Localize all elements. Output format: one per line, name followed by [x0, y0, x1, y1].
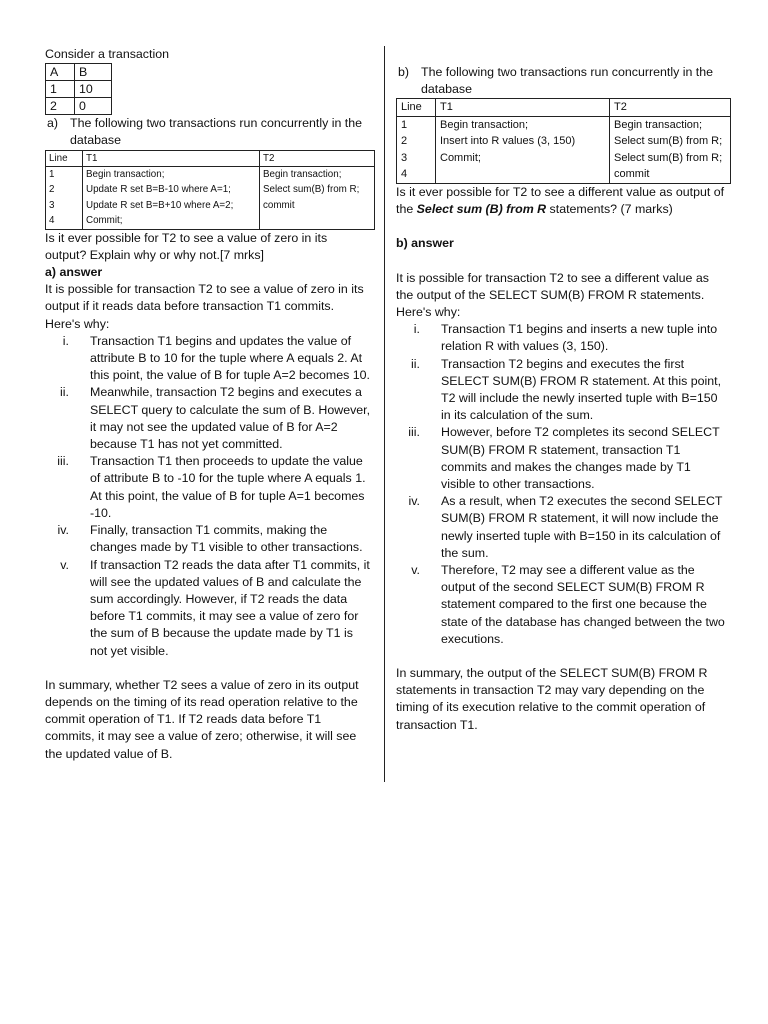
line-number: 1 [49, 169, 55, 181]
list-item [396, 356, 728, 425]
table-cell: 1 [46, 81, 75, 98]
question-b-heading [396, 64, 728, 98]
list-text: However, before T2 completes its second SELECT SUM(B) FROM R statement, transaction T1 commits and makes the changes made by T1 visible to other transactions. [441, 425, 720, 491]
t1-statement: Begin transaction; [86, 169, 165, 181]
list-number: ii. [411, 356, 420, 371]
t1-statement: Update R set B=B+10 where A=2; [86, 199, 234, 211]
list-text: If transaction T2 reads the data after T1 commits, it will see the updated values of B and calculate the sum accordingly. However, if T2 reads the data before T1 commits, it may see a value of zero for the sum of B because the update made by T1 is not yet visible. [90, 557, 370, 658]
question-a-label: a) [47, 116, 59, 131]
table-header-cell: Line [46, 150, 83, 166]
list-number: v. [60, 557, 69, 572]
t2-statement: Select sum(B) from R; [614, 151, 723, 164]
list-text: Transaction T1 then proceeds to update the value of attribute B to -10 for the tuple where A equals 1. At this point, the value of B for tuple A=1 becomes -10. [90, 454, 366, 520]
answer-b-intro: It is possible for transaction T2 to see a different value as the output of the SELECT SUM(B) FROM R statements. Here's why: [396, 270, 709, 319]
list-text: Finally, transaction T1 commits, making the changes made by T1 visible to other transactions. [90, 523, 363, 555]
question-b-label: b) [398, 65, 410, 79]
answer-b-points [396, 321, 728, 648]
table-header-cell: T2 [260, 150, 375, 166]
t2-statement: Begin transaction; [614, 118, 703, 131]
line-number: 4 [401, 168, 408, 181]
list-item [396, 424, 728, 493]
line-number: 3 [401, 151, 408, 164]
list-text: Transaction T1 begins and updates the value of attribute B to 10 for the tuple where A equals 2. At this point, the value of B for tuple A=2 becomes 10. [90, 333, 370, 383]
t2-statement: Begin transaction; [263, 169, 342, 181]
t1-statement: Commit; [86, 215, 123, 227]
table-header-cell: T1 [83, 150, 260, 166]
list-item [45, 333, 371, 385]
t1-statement: Update R set B=B-10 where A=1; [86, 184, 231, 196]
list-number: i. [413, 322, 420, 337]
answer-a-points [45, 333, 371, 660]
list-text: Transaction T1 begins and inserts a new tuple into relation R with values (3, 150). [441, 322, 718, 354]
list-number: iii. [408, 425, 420, 440]
table-row [46, 81, 112, 98]
list-item [396, 562, 728, 648]
list-text: Transaction T2 begins and executes the first SELECT SUM(B) FROM R statement. At this point, T2 will include the newly inserted tuple with B=150 in its calculation of the sum. [441, 356, 722, 423]
table-header-cell: T1 [436, 99, 610, 117]
question-b-emphasis: Select sum (B) from R [416, 202, 547, 217]
list-text: As a result, when T2 executes the second SELECT SUM(B) FROM R statement, it will now include the newly inserted tuple with B=150 in its calculation of the sum. [441, 494, 723, 560]
t1-statement: Begin transaction; [440, 118, 529, 131]
transaction-table-b [396, 98, 731, 184]
list-item [45, 557, 371, 660]
right-column [396, 64, 728, 734]
intro-text: Consider a transaction [45, 47, 169, 61]
t2-statement: commit [263, 199, 295, 211]
list-number: v. [411, 562, 420, 577]
list-item [45, 384, 371, 453]
line-number: 1 [401, 118, 408, 131]
table-row [397, 99, 731, 117]
table-cell: 10 [75, 81, 112, 98]
answer-b-summary: In summary, the output of the SELECT SUM(B) FROM R statements in transaction T2 may vary depending on the timing of its execution relative to the commit operation of transaction T1. [396, 665, 708, 732]
table-cell [83, 167, 260, 230]
t2-statement: commit [614, 168, 650, 181]
table-cell [436, 116, 610, 183]
question-a-heading [45, 115, 371, 149]
question-b-text: The following two transactions run concurrently in the database [421, 65, 714, 97]
ab-table [45, 63, 112, 115]
answer-a-intro: It is possible for transaction T2 to see a value of zero in its output if it reads data before transaction T1 commits. Here's why: [45, 282, 364, 331]
list-text: Therefore, T2 may see a different value as the output of the second SELECT SUM(B) FROM R statement compared to the first one because the state of the database has changed between the two executions. [441, 562, 725, 646]
table-cell [397, 116, 436, 183]
table-cell: 2 [46, 98, 75, 115]
list-number: i. [62, 333, 69, 348]
list-text: Meanwhile, transaction T2 begins and executes a SELECT query to calculate the sum of B. However, it may not see the updated value of B for A=2 because T1 has not yet committed. [90, 385, 371, 452]
list-item [45, 453, 371, 522]
table-row [46, 150, 375, 166]
line-number: 2 [49, 184, 55, 196]
table-header-cell: Line [397, 99, 436, 117]
t2-statement: Select sum(B) from R; [614, 135, 723, 148]
answer-b-heading: b) answer [396, 236, 454, 251]
t2-statement: Select sum(B) from R; [263, 184, 360, 196]
list-item [396, 321, 728, 355]
table-header-cell: A [46, 64, 75, 81]
line-number: 4 [49, 215, 55, 227]
t1-statement [440, 166, 605, 183]
question-b-text-end: statements? (7 marks) [546, 202, 673, 217]
table-cell: 0 [75, 98, 112, 115]
question-b-text-start: Is it ever possible for T2 to see a different value as output of the [396, 184, 725, 217]
t1-statement: Commit; [440, 151, 481, 164]
question-a-text: The following two transactions run concurrently in the database [70, 116, 363, 148]
list-number: ii. [60, 385, 69, 400]
list-number: iv. [408, 494, 420, 509]
transaction-table-a [45, 150, 375, 230]
list-item [45, 522, 371, 556]
table-row [46, 64, 112, 81]
table-header-cell: T2 [610, 99, 731, 117]
list-number: iv. [57, 523, 69, 538]
t1-statement: Insert into R values (3, 150) [440, 135, 576, 148]
question-b [396, 184, 728, 218]
table-row [46, 98, 112, 115]
table-cell [46, 167, 83, 230]
table-row [397, 116, 731, 183]
table-cell [610, 116, 731, 183]
left-column [45, 46, 371, 763]
answer-a-summary: In summary, whether T2 sees a value of zero in its output depends on the timing of its read operation relative to the commit operation of T1. If T2 reads data before T1 commits, it may see a value of zero; otherwise, it will see the updated value of B. [45, 677, 359, 761]
line-number: 2 [401, 135, 408, 148]
list-item [396, 493, 728, 562]
answer-a-heading: a) answer [45, 265, 103, 280]
line-number: 3 [49, 199, 55, 211]
table-row [46, 167, 375, 230]
list-number: iii. [57, 454, 69, 469]
table-cell [260, 167, 375, 230]
question-a: Is it ever possible for T2 to see a value of zero in its output? Explain why or why not.[7 mrks] [45, 230, 328, 262]
table-header-cell: B [75, 64, 112, 81]
column-divider [384, 46, 385, 782]
